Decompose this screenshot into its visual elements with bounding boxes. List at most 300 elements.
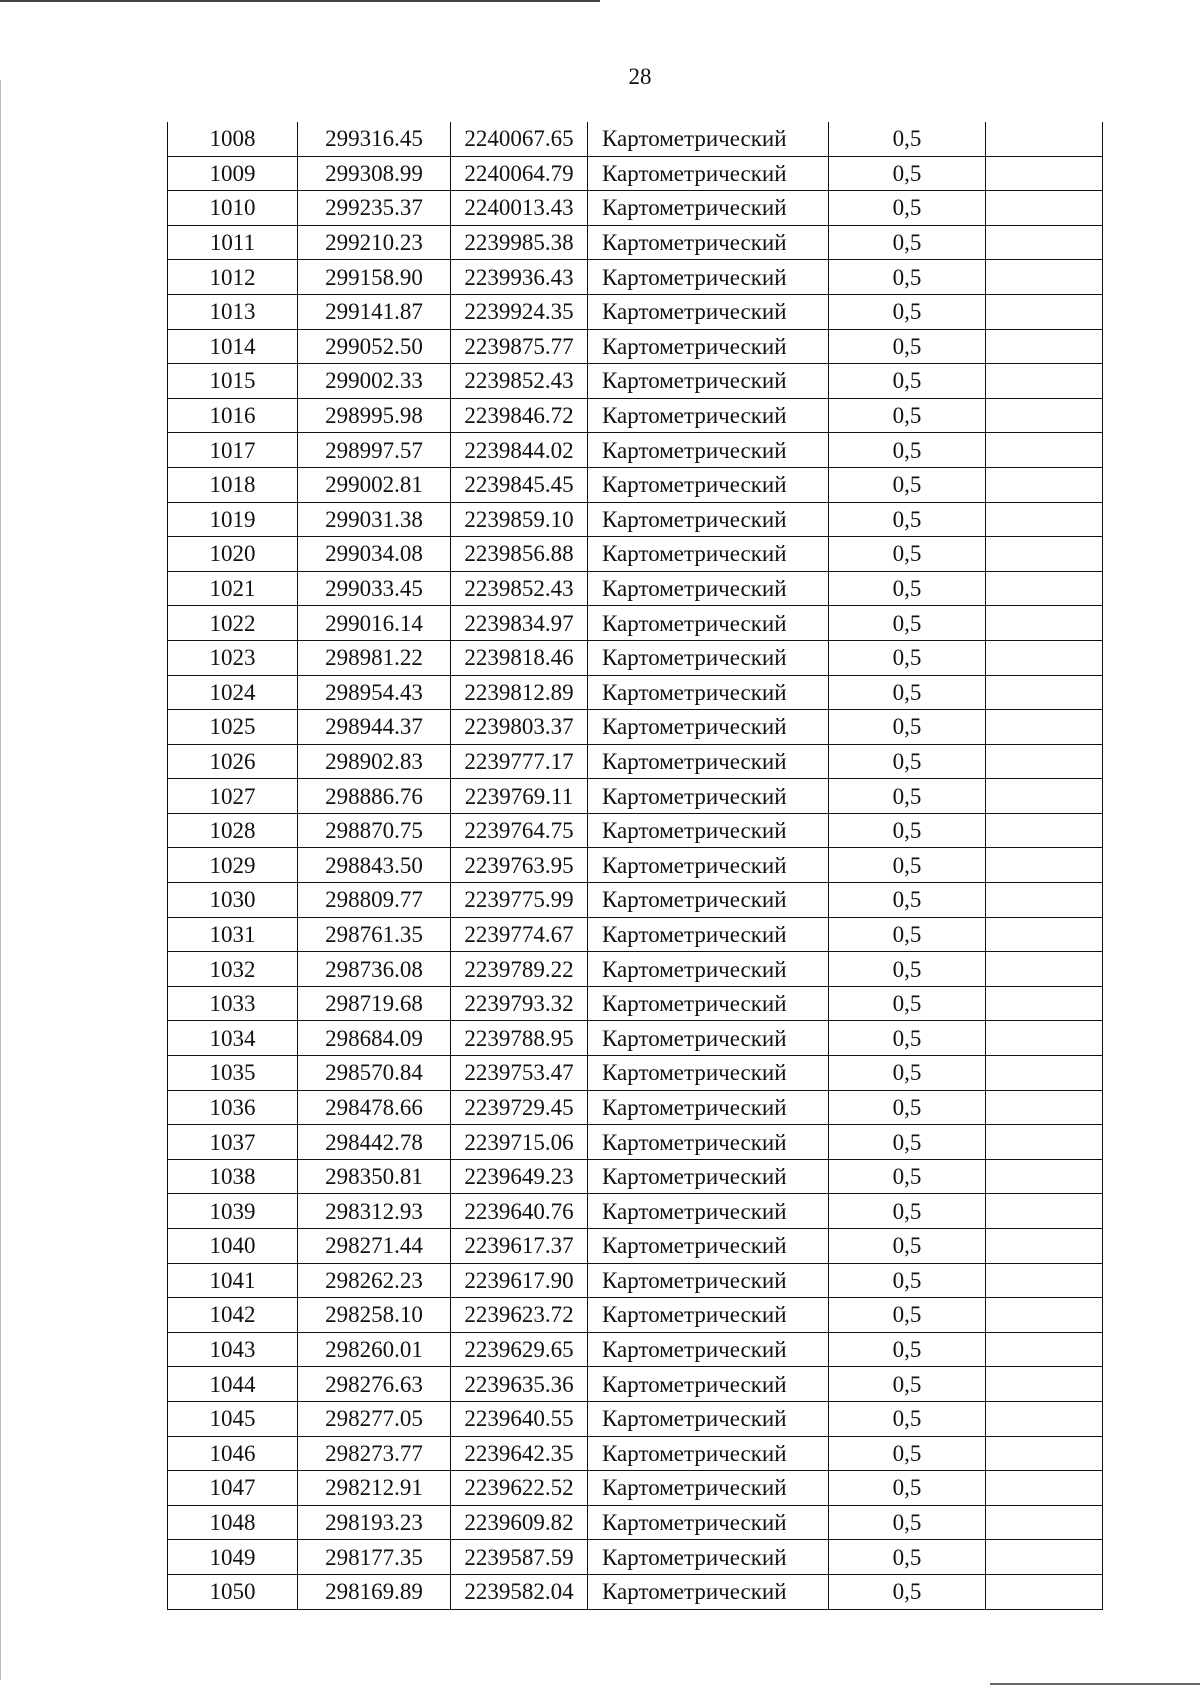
- accuracy-cell: 0,5: [829, 1090, 986, 1125]
- accuracy-cell: 0,5: [829, 1574, 986, 1609]
- method-cell: Картометрический: [588, 1090, 829, 1125]
- x-coordinate-cell: 298843.50: [298, 848, 451, 883]
- y-coordinate-cell: 2239764.75: [451, 813, 588, 848]
- y-coordinate-cell: 2239852.43: [451, 364, 588, 399]
- accuracy-cell: 0,5: [829, 1194, 986, 1229]
- table-row: [168, 917, 1103, 952]
- y-coordinate-cell: 2239774.67: [451, 917, 588, 952]
- method-cell: Картометрический: [588, 1194, 829, 1229]
- accuracy-cell: 0,5: [829, 986, 986, 1021]
- accuracy-cell: 0,5: [829, 1298, 986, 1333]
- point-number-cell: 1030: [168, 883, 298, 918]
- accuracy-cell: 0,5: [829, 225, 986, 260]
- x-coordinate-cell: 298350.81: [298, 1159, 451, 1194]
- table-row: [168, 260, 1103, 295]
- accuracy-cell: 0,5: [829, 675, 986, 710]
- table-row: [168, 986, 1103, 1021]
- accuracy-cell: 0,5: [829, 1367, 986, 1402]
- y-coordinate-cell: 2239715.06: [451, 1125, 588, 1160]
- y-coordinate-cell: 2239582.04: [451, 1574, 588, 1609]
- accuracy-cell: 0,5: [829, 329, 986, 364]
- note-cell: [986, 191, 1103, 226]
- y-coordinate-cell: 2239649.23: [451, 1159, 588, 1194]
- method-cell: Картометрический: [588, 848, 829, 883]
- x-coordinate-cell: 298570.84: [298, 1056, 451, 1091]
- y-coordinate-cell: 2239775.99: [451, 883, 588, 918]
- point-number-cell: 1024: [168, 675, 298, 710]
- x-coordinate-cell: 298258.10: [298, 1298, 451, 1333]
- method-cell: Картометрический: [588, 1505, 829, 1540]
- method-cell: Картометрический: [588, 1021, 829, 1056]
- accuracy-cell: 0,5: [829, 883, 986, 918]
- method-cell: Картометрический: [588, 467, 829, 502]
- page-number: 28: [628, 64, 652, 89]
- point-number-cell: 1011: [168, 225, 298, 260]
- table-row: [168, 1159, 1103, 1194]
- table-row: [168, 1367, 1103, 1402]
- method-cell: Картометрический: [588, 952, 829, 987]
- y-coordinate-cell: 2239623.72: [451, 1298, 588, 1333]
- accuracy-cell: 0,5: [829, 1471, 986, 1506]
- note-cell: [986, 1367, 1103, 1402]
- x-coordinate-cell: 299031.38: [298, 502, 451, 537]
- table-row: [168, 1436, 1103, 1471]
- table-row: [168, 1332, 1103, 1367]
- x-coordinate-cell: 298870.75: [298, 813, 451, 848]
- note-cell: [986, 1298, 1103, 1333]
- y-coordinate-cell: 2239788.95: [451, 1021, 588, 1056]
- point-number-cell: 1016: [168, 398, 298, 433]
- method-cell: Картометрический: [588, 364, 829, 399]
- table-row: [168, 1056, 1103, 1091]
- x-coordinate-cell: 298169.89: [298, 1574, 451, 1609]
- table-row: [168, 779, 1103, 814]
- x-coordinate-cell: 299308.99: [298, 156, 451, 191]
- coordinates-table-container: [167, 122, 1103, 1610]
- note-cell: [986, 640, 1103, 675]
- point-number-cell: 1021: [168, 571, 298, 606]
- table-row: [168, 1229, 1103, 1264]
- x-coordinate-cell: 298478.66: [298, 1090, 451, 1125]
- note-cell: [986, 1540, 1103, 1575]
- method-cell: Картометрический: [588, 779, 829, 814]
- table-row: [168, 467, 1103, 502]
- point-number-cell: 1035: [168, 1056, 298, 1091]
- y-coordinate-cell: 2239617.90: [451, 1263, 588, 1298]
- point-number-cell: 1027: [168, 779, 298, 814]
- accuracy-cell: 0,5: [829, 1540, 986, 1575]
- y-coordinate-cell: 2239587.59: [451, 1540, 588, 1575]
- y-coordinate-cell: 2239818.46: [451, 640, 588, 675]
- note-cell: [986, 1125, 1103, 1160]
- x-coordinate-cell: 298761.35: [298, 917, 451, 952]
- y-coordinate-cell: 2239859.10: [451, 502, 588, 537]
- accuracy-cell: 0,5: [829, 156, 986, 191]
- y-coordinate-cell: 2239936.43: [451, 260, 588, 295]
- method-cell: Картометрический: [588, 502, 829, 537]
- accuracy-cell: 0,5: [829, 467, 986, 502]
- table-row: [168, 1540, 1103, 1575]
- point-number-cell: 1048: [168, 1505, 298, 1540]
- accuracy-cell: 0,5: [829, 710, 986, 745]
- note-cell: [986, 883, 1103, 918]
- note-cell: [986, 260, 1103, 295]
- accuracy-cell: 0,5: [829, 744, 986, 779]
- method-cell: Картометрический: [588, 883, 829, 918]
- method-cell: Картометрический: [588, 537, 829, 572]
- method-cell: Картометрический: [588, 1263, 829, 1298]
- point-number-cell: 1014: [168, 329, 298, 364]
- point-number-cell: 1031: [168, 917, 298, 952]
- y-coordinate-cell: 2239753.47: [451, 1056, 588, 1091]
- method-cell: Картометрический: [588, 1229, 829, 1264]
- x-coordinate-cell: 299158.90: [298, 260, 451, 295]
- y-coordinate-cell: 2239629.65: [451, 1332, 588, 1367]
- method-cell: Картометрический: [588, 1159, 829, 1194]
- accuracy-cell: 0,5: [829, 1125, 986, 1160]
- y-coordinate-cell: 2239789.22: [451, 952, 588, 987]
- accuracy-cell: 0,5: [829, 1263, 986, 1298]
- method-cell: Картометрический: [588, 1401, 829, 1436]
- accuracy-cell: 0,5: [829, 433, 986, 468]
- y-coordinate-cell: 2239852.43: [451, 571, 588, 606]
- note-cell: [986, 1229, 1103, 1264]
- table-row: [168, 1125, 1103, 1160]
- accuracy-cell: 0,5: [829, 537, 986, 572]
- note-cell: [986, 848, 1103, 883]
- point-number-cell: 1049: [168, 1540, 298, 1575]
- note-cell: [986, 364, 1103, 399]
- method-cell: Картометрический: [588, 640, 829, 675]
- x-coordinate-cell: 298442.78: [298, 1125, 451, 1160]
- x-coordinate-cell: 299052.50: [298, 329, 451, 364]
- accuracy-cell: 0,5: [829, 779, 986, 814]
- point-number-cell: 1023: [168, 640, 298, 675]
- table-row: [168, 1021, 1103, 1056]
- table-row: [168, 675, 1103, 710]
- method-cell: Картометрический: [588, 1436, 829, 1471]
- x-coordinate-cell: 298997.57: [298, 433, 451, 468]
- accuracy-cell: 0,5: [829, 1332, 986, 1367]
- note-cell: [986, 952, 1103, 987]
- note-cell: [986, 1159, 1103, 1194]
- note-cell: [986, 502, 1103, 537]
- method-cell: Картометрический: [588, 156, 829, 191]
- note-cell: [986, 1263, 1103, 1298]
- table-row: [168, 433, 1103, 468]
- x-coordinate-cell: 298719.68: [298, 986, 451, 1021]
- method-cell: Картометрический: [588, 606, 829, 641]
- table-row: [168, 813, 1103, 848]
- method-cell: Картометрический: [588, 260, 829, 295]
- note-cell: [986, 917, 1103, 952]
- note-cell: [986, 294, 1103, 329]
- point-number-cell: 1010: [168, 191, 298, 226]
- method-cell: Картометрический: [588, 710, 829, 745]
- point-number-cell: 1046: [168, 1436, 298, 1471]
- note-cell: [986, 329, 1103, 364]
- table-row: [168, 1401, 1103, 1436]
- accuracy-cell: 0,5: [829, 1021, 986, 1056]
- note-cell: [986, 744, 1103, 779]
- y-coordinate-cell: 2239924.35: [451, 294, 588, 329]
- method-cell: Картометрический: [588, 1574, 829, 1609]
- x-coordinate-cell: 298260.01: [298, 1332, 451, 1367]
- point-number-cell: 1045: [168, 1401, 298, 1436]
- table-row: [168, 883, 1103, 918]
- method-cell: Картометрический: [588, 571, 829, 606]
- point-number-cell: 1018: [168, 467, 298, 502]
- x-coordinate-cell: 298981.22: [298, 640, 451, 675]
- method-cell: Картометрический: [588, 1540, 829, 1575]
- table-row: [168, 294, 1103, 329]
- accuracy-cell: 0,5: [829, 1056, 986, 1091]
- accuracy-cell: 0,5: [829, 398, 986, 433]
- x-coordinate-cell: 299141.87: [298, 294, 451, 329]
- note-cell: [986, 1436, 1103, 1471]
- table-row: [168, 502, 1103, 537]
- accuracy-cell: 0,5: [829, 848, 986, 883]
- x-coordinate-cell: 298277.05: [298, 1401, 451, 1436]
- table-row: [168, 1194, 1103, 1229]
- y-coordinate-cell: 2239635.36: [451, 1367, 588, 1402]
- y-coordinate-cell: 2240013.43: [451, 191, 588, 226]
- point-number-cell: 1026: [168, 744, 298, 779]
- y-coordinate-cell: 2239763.95: [451, 848, 588, 883]
- note-cell: [986, 1574, 1103, 1609]
- note-cell: [986, 156, 1103, 191]
- table-row: [168, 571, 1103, 606]
- point-number-cell: 1008: [168, 122, 298, 156]
- table-row: [168, 1471, 1103, 1506]
- note-cell: [986, 225, 1103, 260]
- y-coordinate-cell: 2239875.77: [451, 329, 588, 364]
- point-number-cell: 1029: [168, 848, 298, 883]
- y-coordinate-cell: 2239617.37: [451, 1229, 588, 1264]
- point-number-cell: 1013: [168, 294, 298, 329]
- accuracy-cell: 0,5: [829, 364, 986, 399]
- table-row: [168, 1298, 1103, 1333]
- coordinates-table-body: [168, 122, 1103, 1609]
- point-number-cell: 1047: [168, 1471, 298, 1506]
- x-coordinate-cell: 298736.08: [298, 952, 451, 987]
- accuracy-cell: 0,5: [829, 606, 986, 641]
- x-coordinate-cell: 299002.33: [298, 364, 451, 399]
- note-cell: [986, 1090, 1103, 1125]
- note-cell: [986, 467, 1103, 502]
- point-number-cell: 1050: [168, 1574, 298, 1609]
- method-cell: Картометрический: [588, 225, 829, 260]
- point-number-cell: 1038: [168, 1159, 298, 1194]
- accuracy-cell: 0,5: [829, 1159, 986, 1194]
- point-number-cell: 1041: [168, 1263, 298, 1298]
- x-coordinate-cell: 299033.45: [298, 571, 451, 606]
- table-row: [168, 1090, 1103, 1125]
- note-cell: [986, 1505, 1103, 1540]
- y-coordinate-cell: 2239846.72: [451, 398, 588, 433]
- accuracy-cell: 0,5: [829, 1229, 986, 1264]
- x-coordinate-cell: 299235.37: [298, 191, 451, 226]
- method-cell: Картометрический: [588, 1332, 829, 1367]
- point-number-cell: 1043: [168, 1332, 298, 1367]
- x-coordinate-cell: 298944.37: [298, 710, 451, 745]
- x-coordinate-cell: 298995.98: [298, 398, 451, 433]
- y-coordinate-cell: 2239803.37: [451, 710, 588, 745]
- x-coordinate-cell: 298212.91: [298, 1471, 451, 1506]
- y-coordinate-cell: 2239985.38: [451, 225, 588, 260]
- method-cell: Картометрический: [588, 675, 829, 710]
- table-row: [168, 364, 1103, 399]
- point-number-cell: 1040: [168, 1229, 298, 1264]
- note-cell: [986, 1332, 1103, 1367]
- y-coordinate-cell: 2239622.52: [451, 1471, 588, 1506]
- note-cell: [986, 122, 1103, 156]
- table-row: [168, 744, 1103, 779]
- point-number-cell: 1037: [168, 1125, 298, 1160]
- x-coordinate-cell: 298276.63: [298, 1367, 451, 1402]
- accuracy-cell: 0,5: [829, 294, 986, 329]
- note-cell: [986, 398, 1103, 433]
- scan-edge-top: [0, 0, 600, 2]
- note-cell: [986, 779, 1103, 814]
- point-number-cell: 1032: [168, 952, 298, 987]
- table-row: [168, 156, 1103, 191]
- table-row: [168, 122, 1103, 156]
- point-number-cell: 1012: [168, 260, 298, 295]
- note-cell: [986, 675, 1103, 710]
- x-coordinate-cell: 298886.76: [298, 779, 451, 814]
- table-row: [168, 952, 1103, 987]
- note-cell: [986, 710, 1103, 745]
- y-coordinate-cell: 2239777.17: [451, 744, 588, 779]
- table-row: [168, 225, 1103, 260]
- point-number-cell: 1022: [168, 606, 298, 641]
- x-coordinate-cell: 299016.14: [298, 606, 451, 641]
- x-coordinate-cell: 298954.43: [298, 675, 451, 710]
- method-cell: Картометрический: [588, 917, 829, 952]
- point-number-cell: 1019: [168, 502, 298, 537]
- method-cell: Картометрический: [588, 398, 829, 433]
- method-cell: Картометрический: [588, 329, 829, 364]
- x-coordinate-cell: 299034.08: [298, 537, 451, 572]
- scan-edge-bottom: [990, 1683, 1200, 1685]
- table-row: [168, 398, 1103, 433]
- x-coordinate-cell: 298262.23: [298, 1263, 451, 1298]
- point-number-cell: 1039: [168, 1194, 298, 1229]
- note-cell: [986, 1021, 1103, 1056]
- coordinates-table: [167, 122, 1103, 1610]
- accuracy-cell: 0,5: [829, 917, 986, 952]
- x-coordinate-cell: 298193.23: [298, 1505, 451, 1540]
- point-number-cell: 1042: [168, 1298, 298, 1333]
- x-coordinate-cell: 298177.35: [298, 1540, 451, 1575]
- y-coordinate-cell: 2239640.55: [451, 1401, 588, 1436]
- method-cell: Картометрический: [588, 1367, 829, 1402]
- x-coordinate-cell: 299210.23: [298, 225, 451, 260]
- y-coordinate-cell: 2239793.32: [451, 986, 588, 1021]
- point-number-cell: 1033: [168, 986, 298, 1021]
- note-cell: [986, 813, 1103, 848]
- table-row: [168, 1574, 1103, 1609]
- point-number-cell: 1020: [168, 537, 298, 572]
- note-cell: [986, 606, 1103, 641]
- table-row: [168, 1263, 1103, 1298]
- method-cell: Картометрический: [588, 1471, 829, 1506]
- note-cell: [986, 433, 1103, 468]
- method-cell: Картометрический: [588, 1056, 829, 1091]
- x-coordinate-cell: 299316.45: [298, 122, 451, 156]
- method-cell: Картометрический: [588, 744, 829, 779]
- accuracy-cell: 0,5: [829, 191, 986, 226]
- y-coordinate-cell: 2239729.45: [451, 1090, 588, 1125]
- table-row: [168, 710, 1103, 745]
- method-cell: Картометрический: [588, 1298, 829, 1333]
- x-coordinate-cell: 298271.44: [298, 1229, 451, 1264]
- y-coordinate-cell: 2240067.65: [451, 122, 588, 156]
- point-number-cell: 1028: [168, 813, 298, 848]
- point-number-cell: 1015: [168, 364, 298, 399]
- note-cell: [986, 537, 1103, 572]
- note-cell: [986, 1194, 1103, 1229]
- method-cell: Картометрический: [588, 294, 829, 329]
- accuracy-cell: 0,5: [829, 260, 986, 295]
- table-row: [168, 191, 1103, 226]
- accuracy-cell: 0,5: [829, 122, 986, 156]
- table-row: [168, 640, 1103, 675]
- method-cell: Картометрический: [588, 813, 829, 848]
- accuracy-cell: 0,5: [829, 502, 986, 537]
- y-coordinate-cell: 2239856.88: [451, 537, 588, 572]
- point-number-cell: 1009: [168, 156, 298, 191]
- x-coordinate-cell: 299002.81: [298, 467, 451, 502]
- method-cell: Картометрический: [588, 191, 829, 226]
- note-cell: [986, 1056, 1103, 1091]
- point-number-cell: 1036: [168, 1090, 298, 1125]
- method-cell: Картометрический: [588, 433, 829, 468]
- point-number-cell: 1034: [168, 1021, 298, 1056]
- method-cell: Картометрический: [588, 122, 829, 156]
- table-row: [168, 329, 1103, 364]
- note-cell: [986, 571, 1103, 606]
- scan-edge-left: [0, 80, 1, 1680]
- table-row: [168, 537, 1103, 572]
- point-number-cell: 1044: [168, 1367, 298, 1402]
- accuracy-cell: 0,5: [829, 1401, 986, 1436]
- y-coordinate-cell: 2239609.82: [451, 1505, 588, 1540]
- x-coordinate-cell: 298684.09: [298, 1021, 451, 1056]
- accuracy-cell: 0,5: [829, 640, 986, 675]
- accuracy-cell: 0,5: [829, 1436, 986, 1471]
- y-coordinate-cell: 2239642.35: [451, 1436, 588, 1471]
- accuracy-cell: 0,5: [829, 1505, 986, 1540]
- y-coordinate-cell: 2239845.45: [451, 467, 588, 502]
- y-coordinate-cell: 2239640.76: [451, 1194, 588, 1229]
- table-row: [168, 606, 1103, 641]
- table-row: [168, 1505, 1103, 1540]
- x-coordinate-cell: 298809.77: [298, 883, 451, 918]
- note-cell: [986, 986, 1103, 1021]
- y-coordinate-cell: 2239844.02: [451, 433, 588, 468]
- note-cell: [986, 1401, 1103, 1436]
- accuracy-cell: 0,5: [829, 813, 986, 848]
- accuracy-cell: 0,5: [829, 571, 986, 606]
- accuracy-cell: 0,5: [829, 952, 986, 987]
- y-coordinate-cell: 2239769.11: [451, 779, 588, 814]
- y-coordinate-cell: 2240064.79: [451, 156, 588, 191]
- note-cell: [986, 1471, 1103, 1506]
- x-coordinate-cell: 298312.93: [298, 1194, 451, 1229]
- table-row: [168, 848, 1103, 883]
